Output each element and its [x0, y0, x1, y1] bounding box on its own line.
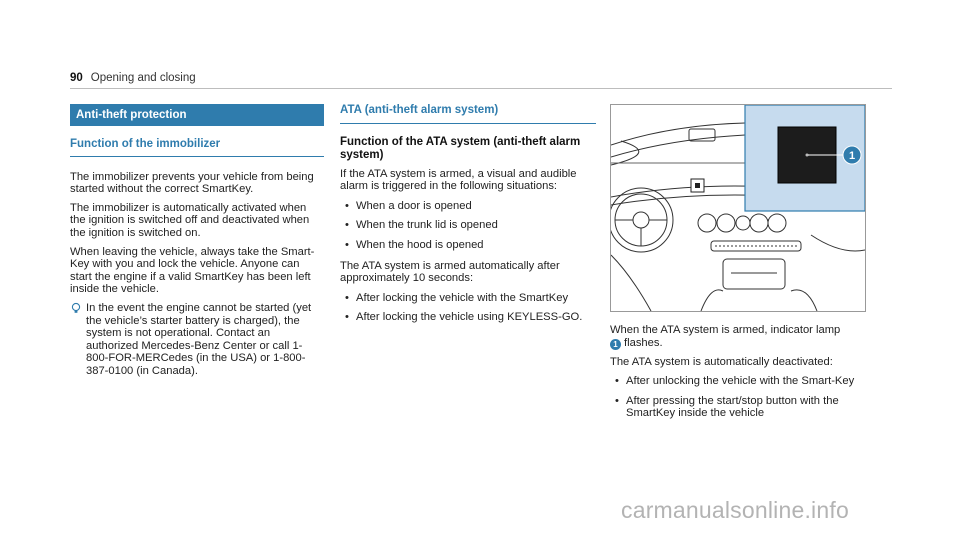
list-item: • When the trunk lid is opened	[345, 219, 498, 232]
ata-heading: ATA (anti-theft alarm system)	[340, 104, 499, 116]
list-item: • After locking the vehicle with the SmartKey	[345, 291, 569, 304]
paragraph: The immobilizer is automatically activated when the ignition is switched off and deactivated when the ignition is switched on.	[70, 201, 310, 239]
list-item: • When the hood is opened	[345, 238, 484, 251]
watermark: carmanualsonline.info	[621, 497, 849, 523]
section-banner: Anti-theft protection	[70, 104, 324, 126]
arming-list	[340, 292, 596, 324]
column-ata	[340, 104, 596, 324]
header-rule	[70, 88, 892, 89]
heading-rule	[70, 156, 324, 157]
paragraph: The ATA system is armed automatically after approximately 10 seconds:	[340, 259, 560, 285]
paragraph: When the ATA system is armed, indicator lamp 1 flashes.	[610, 324, 841, 349]
deactivation-list	[610, 375, 864, 420]
section-title: Opening and closing	[90, 72, 196, 84]
paragraph: When leaving the vehicle, always take the Smart-Key with you and lock the vehicle. Anyone can start the engine if a valid SmartKey has been left inside the vehicle.	[70, 245, 315, 296]
list-item: • When a door is opened	[345, 199, 472, 212]
info-icon	[70, 302, 82, 314]
column-immobilizer	[70, 104, 324, 378]
dashboard-illustration	[610, 104, 866, 312]
figure-callout: 1	[848, 150, 856, 162]
ata-subheading: Function of the ATA system (anti-theft alarm system)	[340, 135, 581, 161]
list-item: • After locking the vehicle using KEYLESS-GO.	[345, 311, 583, 324]
dashboard-drawing	[611, 105, 865, 311]
immobilizer-heading: Function of the immobilizer	[70, 138, 221, 150]
note	[70, 302, 324, 378]
list-item: • After pressing the start/stop button with the SmartKey inside the vehicle	[615, 394, 839, 420]
page-number: 90	[70, 72, 83, 84]
callout-badge: 1	[610, 339, 621, 350]
paragraph: The ATA system is automatically deactivated:	[610, 355, 833, 368]
heading-rule	[340, 123, 596, 124]
column-figure	[610, 104, 864, 420]
note-text: In the event the engine cannot be started (yet the vehicle’s starter battery is charged), the system is not operational. Contact an authorized Mercedes-Benz Center or call 1-800-FOR-MERCedes (in the USA) or 1-800-387-0100 (in Canada).	[86, 301, 312, 377]
paragraph: If the ATA system is armed, a visual and audible alarm is triggered in the following situations:	[340, 167, 577, 193]
list-item: • After unlocking the vehicle with the Smart-Key	[615, 375, 855, 388]
trigger-list	[340, 200, 596, 252]
paragraph: The immobilizer prevents your vehicle from being started without the correct SmartKey.	[70, 170, 314, 196]
page-header	[70, 72, 196, 85]
